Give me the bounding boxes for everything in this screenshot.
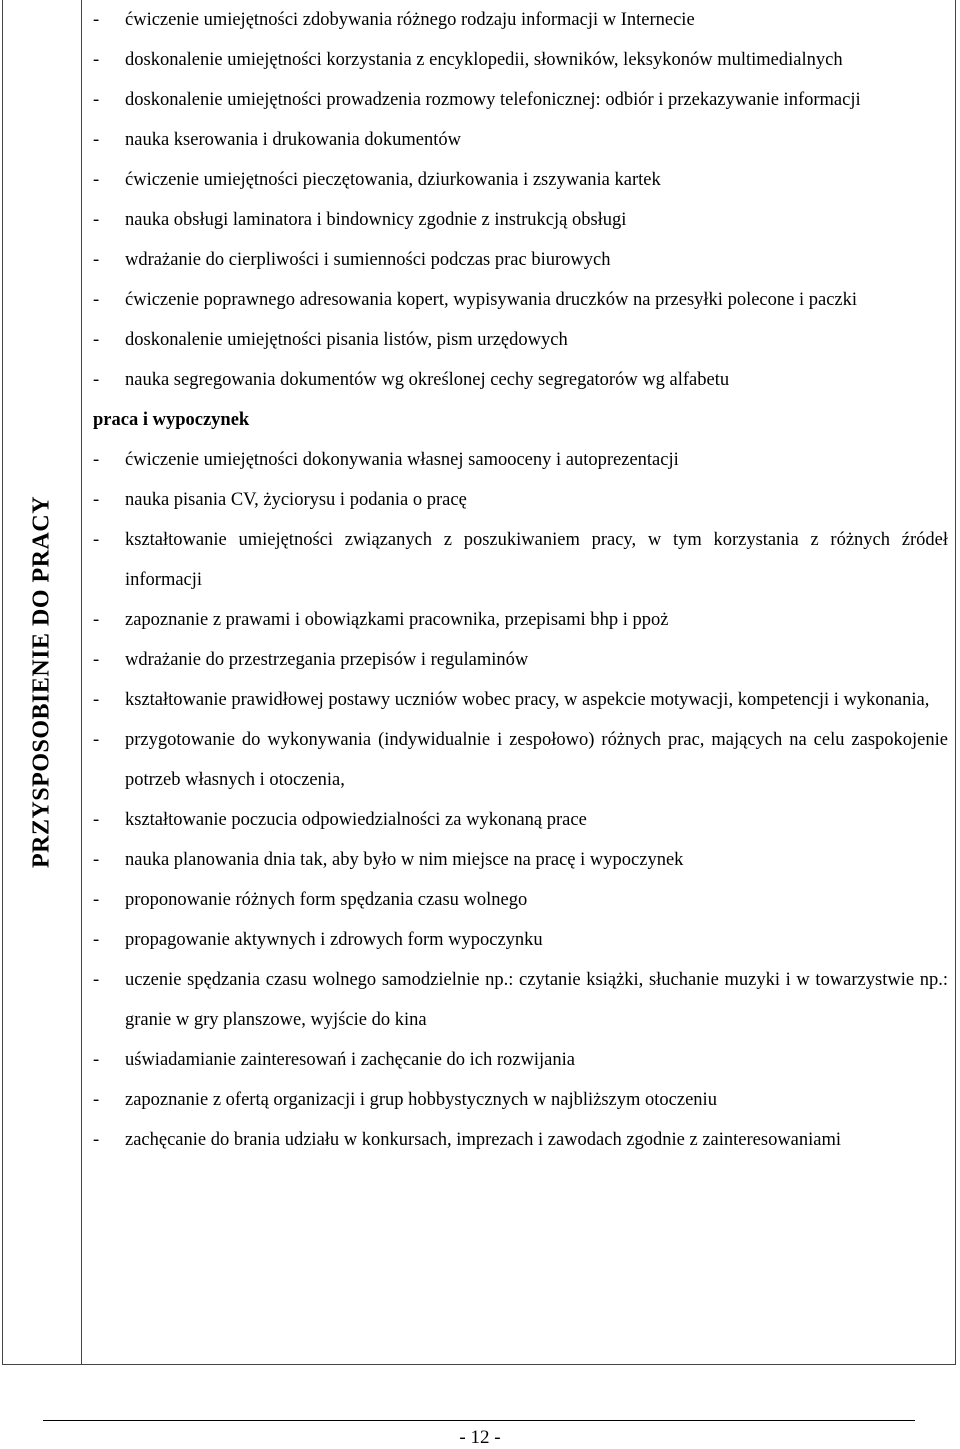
activity-list <box>93 0 948 1160</box>
list-item-text: zapoznanie z ofertą organizacji i grup hobbystycznych w najbliższym otoczeniu <box>125 1090 717 1110</box>
list-item <box>93 640 948 680</box>
list-item-text: nauka planowania dnia tak, aby było w nim miejsce na pracę i wypoczynek <box>125 850 684 870</box>
dash-bullet: - <box>93 650 100 670</box>
list-item <box>93 240 948 280</box>
list-item-text: nauka pisania CV, życiorysu i podania o pracę <box>125 490 467 510</box>
list-item <box>93 480 948 520</box>
list-item <box>93 280 948 320</box>
dash-bullet: - <box>93 1090 100 1110</box>
curriculum-table <box>2 0 956 1365</box>
list-item-text: kształtowanie umiejętności związanych z poszukiwaniem pracy, w tym korzystania z różnych źródeł informacji <box>125 530 948 590</box>
list-item-text: doskonalenie umiejętności prowadzenia rozmowy telefonicznej: odbiór i przekazywanie informacji <box>125 90 861 110</box>
dash-bullet: - <box>93 730 100 750</box>
dash-bullet: - <box>93 170 100 190</box>
list-item <box>93 1040 948 1080</box>
list-item <box>93 800 948 840</box>
list-item <box>93 720 948 800</box>
dash-bullet: - <box>93 290 100 310</box>
dash-bullet: - <box>93 370 100 390</box>
list-item <box>93 920 948 960</box>
list-item-text: przygotowanie do wykonywania (indywidualnie i zespołowo) różnych prac, mających na celu zaspokojenie potrzeb własnych i otoczenia, <box>125 730 948 790</box>
list-item <box>93 80 948 120</box>
list-item <box>93 120 948 160</box>
list-item-text: ćwiczenie umiejętności dokonywania własnej samooceny i autoprezentacji <box>125 450 679 470</box>
list-item <box>93 960 948 1040</box>
list-item <box>93 360 948 400</box>
list-item <box>93 40 948 80</box>
content-cell <box>82 0 955 1364</box>
dash-bullet: - <box>93 50 100 70</box>
dash-bullet: - <box>93 530 100 550</box>
subsection-heading: praca i wypoczynek <box>93 410 250 430</box>
dash-bullet: - <box>93 690 100 710</box>
page-number: - 12 - <box>459 1427 501 1448</box>
list-item-text: nauka obsługi laminatora i bindownicy zgodnie z instrukcją obsługi <box>125 210 627 230</box>
list-item <box>93 520 948 600</box>
dash-bullet: - <box>93 90 100 110</box>
list-item-text: nauka kserowania i drukowania dokumentów <box>125 130 461 150</box>
dash-bullet: - <box>93 490 100 510</box>
dash-bullet: - <box>93 130 100 150</box>
list-item-text: kształtowanie prawidłowej postawy uczniów wobec pracy, w aspekcie motywacji, kompetencji i wykonania, <box>125 690 930 710</box>
section-label-cell <box>3 0 82 1364</box>
dash-bullet: - <box>93 930 100 950</box>
list-item <box>93 680 948 720</box>
dash-bullet: - <box>93 1050 100 1070</box>
list-item <box>93 880 948 920</box>
list-item-text: doskonalenie umiejętności pisania listów, pism urzędowych <box>125 330 568 350</box>
dash-bullet: - <box>93 890 100 910</box>
dash-bullet: - <box>93 330 100 350</box>
dash-bullet: - <box>93 810 100 830</box>
list-item <box>93 840 948 880</box>
list-item-text: propagowanie aktywnych i zdrowych form wypoczynku <box>125 930 543 950</box>
list-item-text: uczenie spędzania czasu wolnego samodzielnie np.: czytanie książki, słuchanie muzyki i w towarzystwie np.: granie w gry planszowe, wyjście do kina <box>125 970 948 1030</box>
list-item-text: proponowanie różnych form spędzania czasu wolnego <box>125 890 528 910</box>
list-item-text: zachęcanie do brania udziału w konkursach, imprezach i zawodach zgodnie z zainteresowaniami <box>125 1130 842 1150</box>
list-item <box>93 440 948 480</box>
list-item-text: ćwiczenie umiejętności zdobywania różnego rodzaju informacji w Internecie <box>125 10 695 30</box>
list-item <box>93 0 948 40</box>
list-item <box>93 160 948 200</box>
list-item-text: ćwiczenie umiejętności pieczętowania, dziurkowania i zszywania kartek <box>125 170 661 190</box>
dash-bullet: - <box>93 970 100 990</box>
footer-divider <box>43 1420 915 1421</box>
dash-bullet: - <box>93 10 100 30</box>
list-item-text: kształtowanie poczucia odpowiedzialności za wykonaną prace <box>125 810 587 830</box>
list-item-text: wdrażanie do przestrzegania przepisów i regulaminów <box>125 650 529 670</box>
list-item <box>93 600 948 640</box>
dash-bullet: - <box>93 610 100 630</box>
list-item-text: wdrażanie do cierpliwości i sumienności podczas prac biurowych <box>125 250 611 270</box>
list-item-text: doskonalenie umiejętności korzystania z encyklopedii, słowników, leksykonów multimedialnych <box>125 50 843 70</box>
list-item <box>93 1080 948 1120</box>
dash-bullet: - <box>93 850 100 870</box>
dash-bullet: - <box>93 250 100 270</box>
section-title: PRZYSPOSOBIENIE DO PRACY <box>28 495 55 869</box>
list-item <box>93 320 948 360</box>
list-item-text: nauka segregowania dokumentów wg określonej cechy segregatorów wg alfabetu <box>125 370 730 390</box>
list-item-text: uświadamianie zainteresowań i zachęcanie do ich rozwijania <box>125 1050 575 1070</box>
list-item <box>93 1120 948 1160</box>
dash-bullet: - <box>93 210 100 230</box>
list-item-text: ćwiczenie poprawnego adresowania kopert, wypisywania druczków na przesyłki polecone i paczki <box>125 290 858 310</box>
dash-bullet: - <box>93 450 100 470</box>
list-item-text: zapoznanie z prawami i obowiązkami pracownika, przepisami bhp i ppoż <box>125 610 669 630</box>
dash-bullet: - <box>93 1130 100 1150</box>
list-item <box>93 200 948 240</box>
